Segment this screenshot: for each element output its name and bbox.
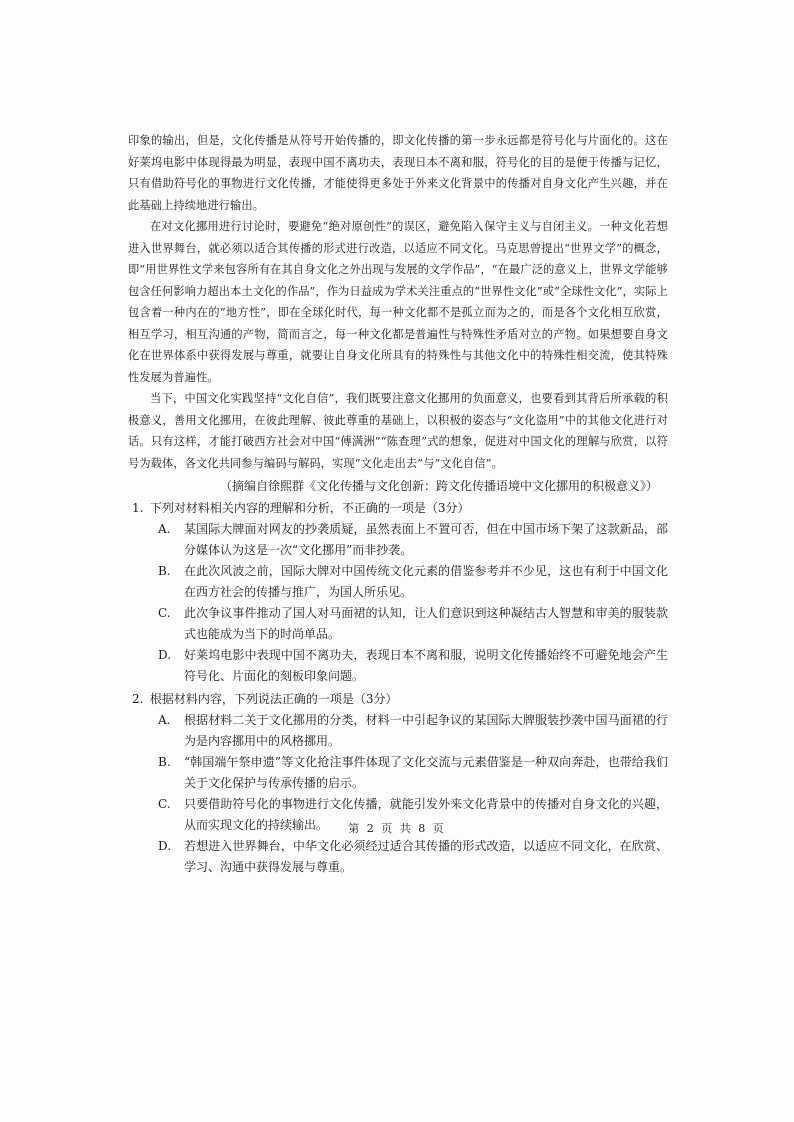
option-letter: B. — [158, 755, 171, 769]
option-letter: C. — [158, 797, 171, 811]
option-text: 若想进入世界舞台，中华文化必须经过适合其传播的形式改造，以适应不同文化，在欣赏、学习、沟通中获得发展与尊重。 — [184, 839, 668, 874]
option-b — [158, 561, 668, 603]
question-text: 根据材料内容，下列说法正确的一项是（3分） — [149, 692, 398, 706]
page-content — [128, 130, 668, 878]
question-number: 2. — [132, 692, 144, 706]
option-text: “韩国端午祭申遗”等文化抢注事件体现了文化交流与元素借鉴是一种双向奔赴，也带给我们关于文化保护与传承传播的启示。 — [184, 755, 668, 790]
question-2 — [128, 689, 668, 878]
passage-paragraph: 印象的输出，但是，文化传播是从符号开始传播的，即文化传播的第一步永远都是符号化与片面化的。这在好莱坞电影中体现得最为明显，表现中国不离功夫，表现日本不离和服，符号化的目的是便于传播与记忆，只有借助符号化的事物进行文化传播，才能使得更多处于外来文化背景中的传播对自身文化产生兴趣，并在此基础上持续地进行输出。 — [128, 134, 668, 212]
option-letter: A. — [158, 522, 171, 536]
question-stem — [132, 689, 668, 710]
passage-source: （摘编自徐熙群《文化传播与文化创新：跨文化传播语境中文化挪用的积极意义》） — [219, 479, 658, 493]
option-text: 好莱坞电影中表现中国不离功夫，表现日本不离和服，说明文化传播始终不可避免地会产生符号化、片面化的刻板印象问题。 — [184, 648, 668, 683]
option-letter: B. — [158, 564, 171, 578]
question-1 — [128, 498, 668, 687]
option-text: 根据材料二关于文化挪用的分类，材料一中引起争议的某国际大牌服装抄袭中国马面裙的行为是内容挪用中的风格挪用。 — [184, 713, 668, 748]
option-d — [158, 836, 668, 878]
option-text: 某国际大牌面对网友的抄袭质疑，虽然表面上不置可否，但在中国市场下架了这款新品，部分媒体认为这是一次“文化挪用”而非抄袭。 — [184, 522, 668, 557]
option-letter: D. — [158, 648, 172, 662]
page-footer: 第 2 页 共 8 页 — [348, 822, 446, 835]
option-letter: A. — [158, 713, 171, 727]
option-text: 此次争议事件推动了国人对马面裙的认知，让人们意识到这种凝结古人智慧和审美的服装款式也能成为当下的时尚单品。 — [184, 606, 668, 641]
question-stem — [132, 498, 668, 519]
option-letter: D. — [158, 839, 172, 853]
question-text: 下列对材料相关内容的理解和分析，不正确的一项是（3分） — [149, 501, 470, 515]
option-d — [158, 645, 668, 687]
passage-paragraph: 在对文化挪用进行讨论时，要避免“绝对原创性”的误区，避免陷入保守主义与自闭主义。一种文化若想进入世界舞台，就必须以适合其传播的形式进行改造，以适应不同文化。马克思曾提出“世界文学”的概念，即“用世界性文学来包容所有在其自身文化之外出现与发展的文学作品”，“在最广泛的意义上，世界文学能够包含任何影响力超出本土文化的作品”，作为日益成为学术关注重点的“世界性文化”或“全球性文化”，实际上包含着一种内在的“地方性”，即在全球化时代，每一种文化都不是孤立而为之的，而是各个文化相互欣赏，相互学习，相互沟通的产物，简而言之，每一种文化都是普遍性与特殊性矛盾对立的产物。如果想要自身文化在世界体系中获得发展与尊重，就要让自身文化所具有的特殊性与其他文化中的特殊性相交流，使其特殊性发展为普遍性。 — [128, 220, 668, 384]
option-letter: C. — [158, 606, 171, 620]
option-b — [158, 752, 668, 794]
option-a — [158, 519, 668, 561]
question-number: 1. — [132, 501, 144, 515]
option-text: 在此次风波之前，国际大牌对中国传统文化元素的借鉴参考并不少见，这也有利于中国文化在西方社会的传播与推广，为国人所乐见。 — [184, 564, 668, 599]
passage-paragraph: 当下，中国文化实践坚持“文化自信”，我们既要注意文化挪用的负面意义，也要看到其背后所承载的积极意义，善用文化挪用，在彼此理解、彼此尊重的基础上，以积极的姿态与“文化盗用”中的其他文化进行对话。只有这样，才能打破西方社会对中国“傅满洲”“陈查理”式的想象，促进对中国文化的理解与欣赏，以符号为载体，各文化共同参与编码与解码，实现“文化走出去”与“文化自信”。 — [128, 392, 668, 470]
option-text: 只要借助符号化的事物进行文化传播，就能引发外来文化背景中的传播对自身文化的兴趣，从而实现文化的持续输出。 — [184, 797, 668, 832]
option-c — [158, 603, 668, 645]
reading-passage — [128, 130, 668, 474]
option-a — [158, 710, 668, 752]
